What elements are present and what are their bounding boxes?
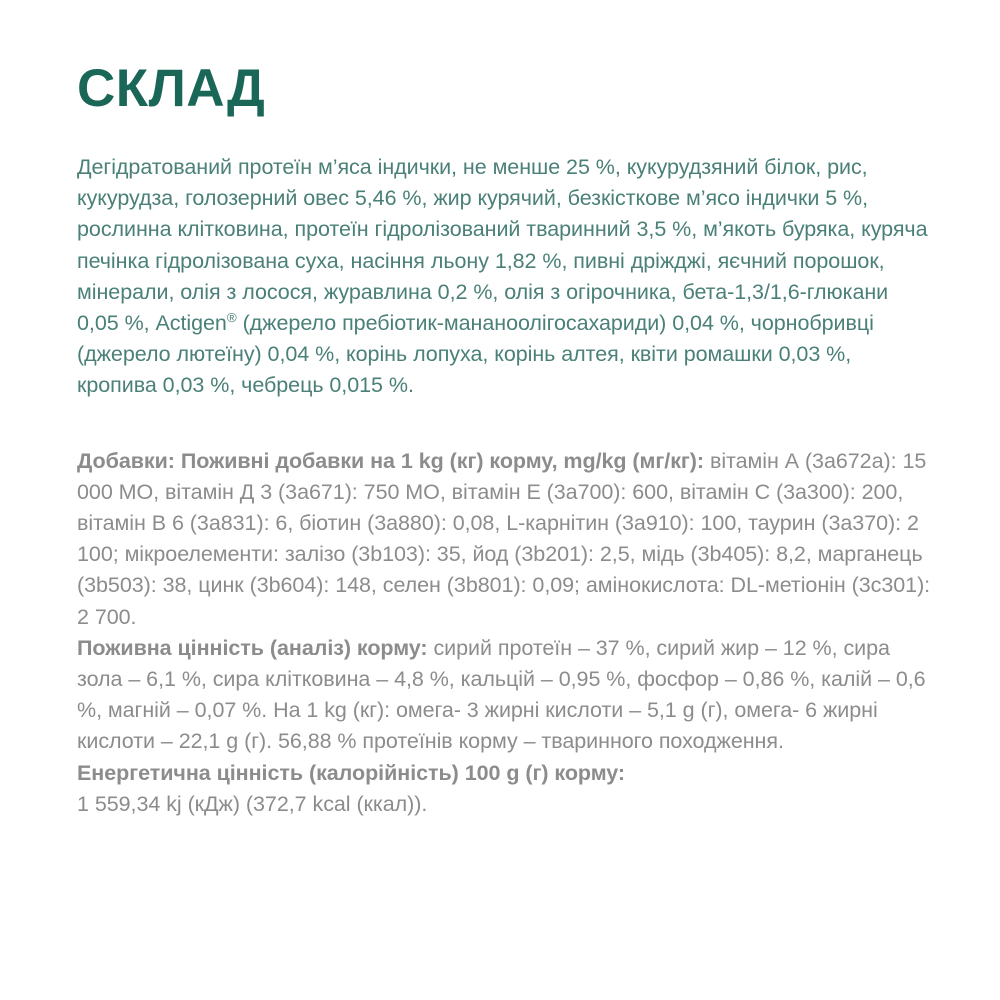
additives-body: вітамін А (3а672а): 15 000 МО, вітамін Д 3 (3а671): 750 МО, вітамін Е (3а700): 600, вітамін С (3а300): 200, вітамін В 6 (3а831): 6, біотин (3а880): 0,08, L-карнітин (3а910): 100, таурин (3а370): 2 100; мікроелементи: залізо (3b103): 35, йод (3b201): 2,5, мідь (3b405): 8,2, марганець (3b503): 38, цинк (3b604): 148, селен (3b801): 0,09; амінокислота: DL-метіонін (3c301): 2 700.: [77, 448, 931, 629]
page-title: СКЛАД: [77, 59, 266, 118]
energy-value-lead-in: Енергетична цінність (калорійність) 100 g (г) корму:: [77, 760, 626, 785]
composition-content: [77, 152, 933, 820]
ingredients-paragraph: [77, 152, 933, 402]
energy-value-heading: [77, 758, 933, 789]
additives-lead-in: Добавки: Поживні добавки на 1 kg (кг) корму, mg/kg (мг/кг):: [77, 448, 705, 473]
registered-trademark-icon: ®: [226, 309, 237, 325]
additives-paragraph: [77, 446, 933, 633]
energy-value-body: 1 559,34 kj (кДж) (372,7 kcal (ккал)).: [77, 791, 428, 816]
analysis-block: [77, 446, 933, 820]
ingredients-text: Дегідратований протеїн м’яса індички, не менше 25 %, кукурудзяний білок, рис, кукурудза, голозерний овес 5,46 %, жир курячий, безкісткове м’ясо індички 5 %, рослинна клітковина, протеїн гідролізований тваринний 3,5 %, м’якоть буряка, куряча печінка гідролізована суха, насіння льону 1,82 %, пивні дріжджі, яєчний порошок, мінерали, олія з лосося, журавлина 0,2 %, олія з огірочника, бета-1,3/1,6-глюкани 0,05 %, Actigen: [77, 155, 928, 336]
nutritional-analysis-lead-in: Поживна цінність (аналіз) корму:: [77, 635, 428, 660]
ingredients-text-continued: (джерело пребіотик-мананоолігосахариди) 0,04 %, чорнобривці (джерело лютеїну) 0,04 %, корінь лопуха, корінь алтея, квіти ромашки 0,03 %, кропива 0,03 %, чебрець 0,015 %.: [77, 311, 874, 398]
nutritional-analysis-paragraph: [77, 633, 933, 758]
nutritional-analysis-body: сирий протеїн – 37 %, сирий жир – 12 %, сира зола – 6,1 %, сира клітковина – 4,8 %, кальцій – 0,95 %, фосфор – 0,86 %, калій – 0,6 %, магній – 0,07 %. На 1 kg (кг): омега- 3 жирні кислоти – 5,1 g (г), омега- 6 жирні кислоти – 22,1 g (г). 56,88 % протеїнів корму – тваринного походження.: [77, 635, 926, 754]
